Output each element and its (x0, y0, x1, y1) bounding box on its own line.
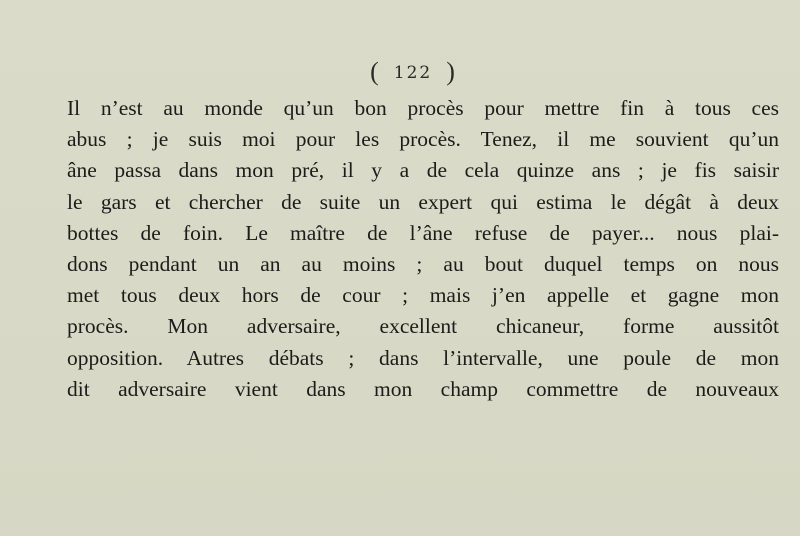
text-line-9: opposition. Autres débats ; dans l’intervalle, une poule de mon (67, 345, 779, 370)
text-line-5: bottes de foin. Le maître de l’âne refuse de payer... nous plai- (67, 220, 779, 245)
text-line-10: dit adversaire vient dans mon champ commettre de nouveaux (67, 376, 779, 401)
page-number (0, 57, 800, 87)
text-line-1: Il n’est au monde qu’un bon procès pour mettre fin à tous ces (67, 96, 779, 120)
body-text (67, 93, 779, 405)
page-number-close-paren: ) (446, 57, 456, 86)
text-line-3: âne passa dans mon pré, il y a de cela quinze ans ; je fis saisir (67, 158, 779, 183)
text-line-2: abus ; je suis moi pour les procès. Tenez, il me souvient qu’un (67, 127, 779, 152)
text-line-4: le gars et chercher de suite un expert qui estima le dégât à deux (67, 189, 779, 214)
text-line-7: met tous deux hors de cour ; mais j’en appelle et gagne mon (67, 283, 779, 308)
page-number-open-paren: ( (370, 57, 380, 86)
text-line-6: dons pendant un an au moins ; au bout duquel temps on nous (67, 251, 779, 276)
text-line-8: procès. Mon adversaire, excellent chicaneur, forme aussitôt (67, 314, 779, 339)
page-number-value: 122 (393, 63, 433, 83)
